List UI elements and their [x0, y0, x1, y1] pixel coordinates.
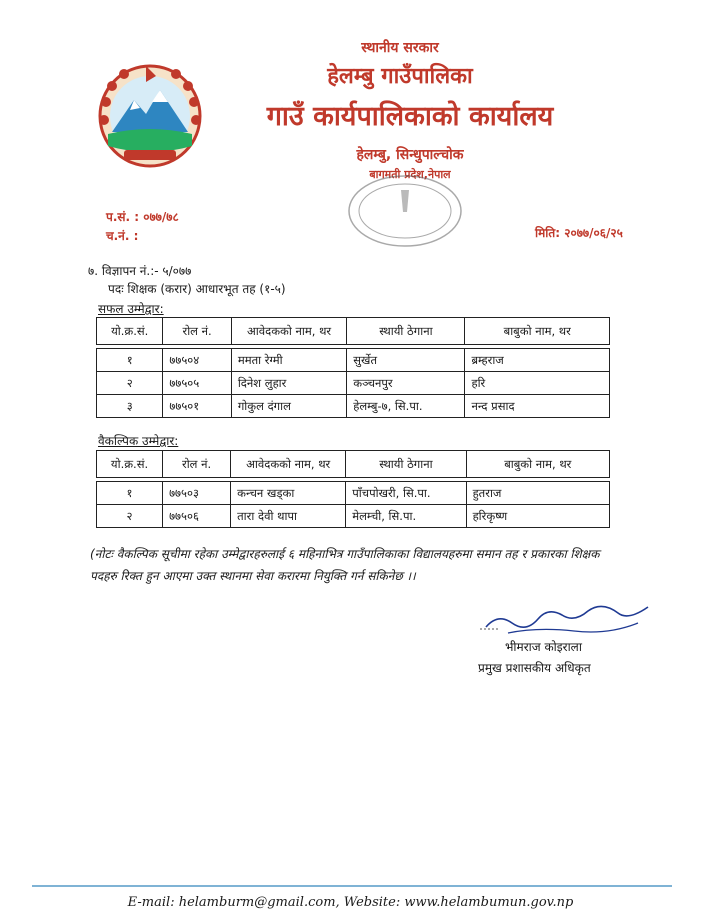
cell-name: तारा देवी थापा — [231, 505, 346, 528]
dispatch-number: च.नं. : — [106, 229, 139, 243]
advertisement-number: ७. विज्ञापन नं.:- ५/०७७ — [88, 264, 192, 278]
header-address: हेलम्बु, सिन्धुपाल्चोक — [356, 147, 464, 163]
nepal-emblem-icon — [94, 62, 206, 170]
col-address-header: स्थायी ठेगाना — [347, 318, 465, 345]
col-serial-header: यो.क्र.सं. — [97, 318, 163, 345]
cell-serial: २ — [97, 372, 163, 395]
cell-serial: १ — [97, 482, 163, 505]
cell-address: पाँचपोखरी, सि.पा. — [346, 482, 466, 505]
successful-candidates-title: सफल उम्मेद्वार: — [98, 302, 164, 316]
col-roll-header: रोल नं. — [163, 318, 231, 345]
cell-father: नन्द प्रसाद — [465, 395, 610, 418]
alternate-candidates-table — [96, 450, 610, 528]
col-father-header: बाबुको नाम, थर — [466, 451, 609, 478]
col-name-header: आवेदकको नाम, थर — [231, 318, 346, 345]
document-date: मिति: २०७७/०६/२५ — [535, 226, 623, 240]
handwritten-signature-icon — [478, 593, 654, 641]
col-roll-header: रोल नं. — [163, 451, 231, 478]
cell-serial: २ — [97, 505, 163, 528]
alternate-candidates-title: वैकल्पिक उम्मेद्वार: — [98, 434, 179, 448]
table-row — [97, 505, 610, 528]
table-header-row — [97, 451, 610, 478]
cell-name: दिनेश लुहार — [231, 372, 346, 395]
cell-father: हरिकृष्ण — [466, 505, 609, 528]
header-office-name: गाउँ कार्यपालिकाको कार्यालय — [266, 101, 554, 132]
header-province: बागमती प्रदेश,नेपाल — [369, 168, 451, 181]
cell-address: सुर्खेत — [347, 349, 465, 372]
header-municipality-name: हेलम्बु गाउँपालिका — [327, 64, 473, 89]
table-header-row — [97, 318, 610, 345]
note-text: (नोटः वैकल्पिक सूचीमा रहेका उम्मेद्वारहरुलाई ६ महिनाभित्र गाउँपालिकाका विद्यालयहरुमा समान तह र प्रकारका शिक्षक पदहरु रिक्त हुन आएमा उक्त स्थानमा सेवा करारमा नियुक्ति गर्न सकिनेछ ।। — [90, 547, 600, 583]
post-description: पदः शिक्षक (करार) आधारभूत तह (१-५) — [108, 282, 286, 296]
col-serial-header: यो.क्र.सं. — [97, 451, 163, 478]
cell-serial: ३ — [97, 395, 163, 418]
signatory-name: भीमराज कोइराला — [505, 640, 582, 654]
col-address-header: स्थायी ठेगाना — [346, 451, 466, 478]
cell-father: हुतराज — [466, 482, 609, 505]
cell-roll: ७७५०४ — [163, 349, 231, 372]
cell-name: गोकुल दंगाल — [231, 395, 346, 418]
cell-name: कन्चन खड्का — [231, 482, 346, 505]
cell-address: हेलम्बु-७, सि.पा. — [347, 395, 465, 418]
col-father-header: बाबुको नाम, थर — [465, 318, 610, 345]
reference-number: प.सं. : ०७७/७८ — [106, 210, 179, 224]
col-name-header: आवेदकको नाम, थर — [231, 451, 346, 478]
successful-candidates-table — [96, 317, 610, 418]
footer-divider — [32, 885, 672, 887]
cell-address: मेलम्ची, सि.पा. — [346, 505, 466, 528]
table-row — [97, 395, 610, 418]
cell-roll: ७७५०३ — [163, 482, 231, 505]
footer-contact: E-mail: helamburm@gmail.com, Website: www.helambumun.gov.np — [127, 895, 574, 910]
table-row — [97, 372, 610, 395]
cell-address: कञ्चनपुर — [347, 372, 465, 395]
cell-roll: ७७५०५ — [163, 372, 231, 395]
table-row — [97, 349, 610, 372]
table-row — [97, 482, 610, 505]
cell-father: ब्रम्हराज — [465, 349, 610, 372]
cell-roll: ७७५०६ — [163, 505, 231, 528]
header-local-government: स्थानीय सरकार — [361, 40, 439, 56]
office-stamp-icon — [345, 172, 465, 250]
signatory-role: प्रमुख प्रशासकीय अधिकृत — [478, 661, 591, 675]
cell-roll: ७७५०१ — [163, 395, 231, 418]
cell-serial: १ — [97, 349, 163, 372]
cell-name: ममता रेग्मी — [231, 349, 346, 372]
cell-father: हरि — [465, 372, 610, 395]
